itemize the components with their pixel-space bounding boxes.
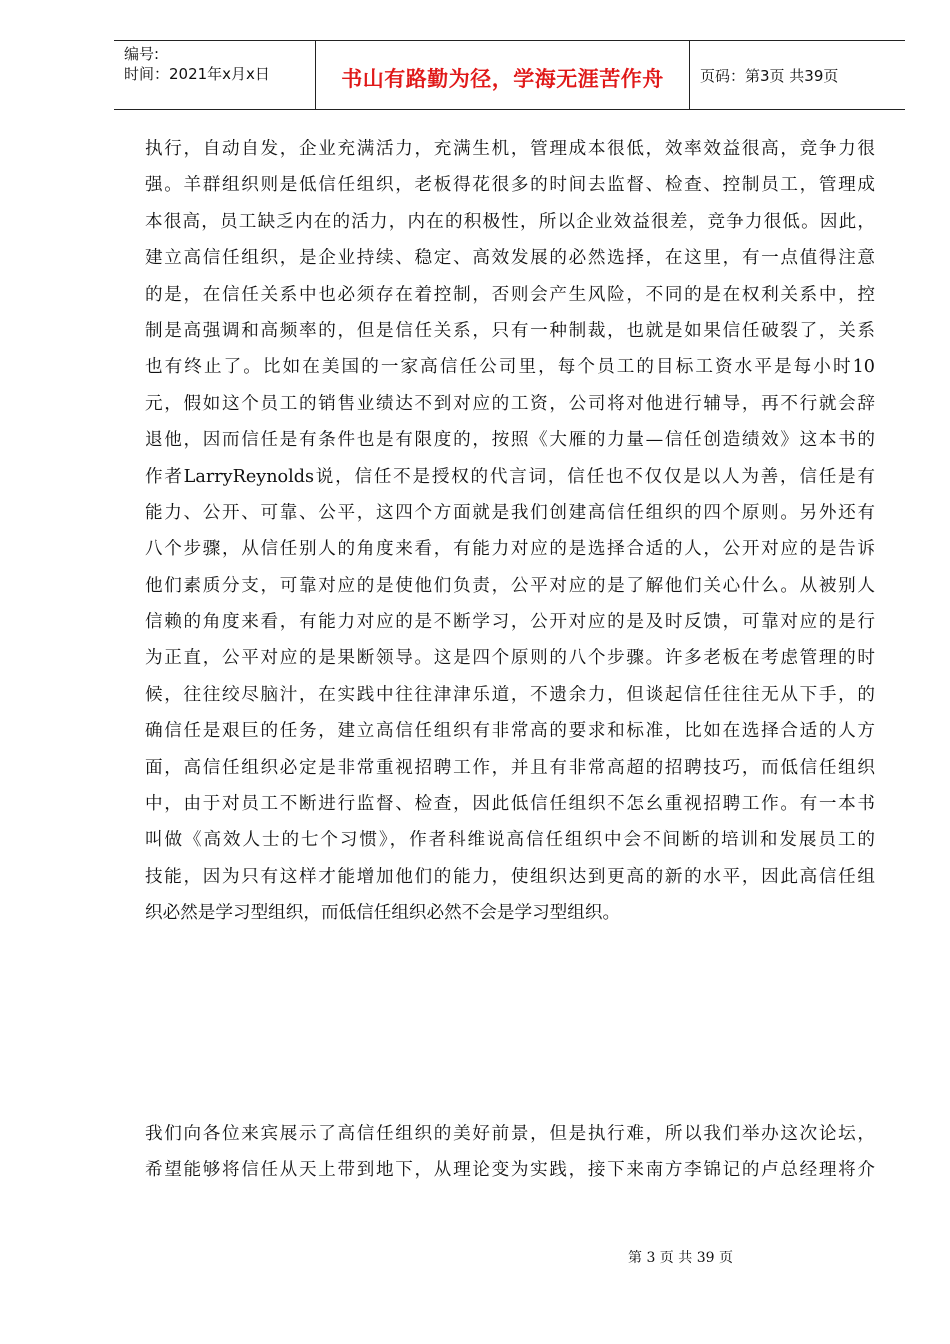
body-paragraph-1 bbox=[145, 131, 875, 932]
footer-page-number: 第 3 页 共 39 页 bbox=[628, 1250, 733, 1266]
header-motto-cell bbox=[316, 41, 690, 109]
header-motto: 书山有路勤为径，学海无涯苦作舟 bbox=[341, 67, 664, 91]
text-line: 作者LarryReynolds说，信任不是授权的代言词，信任也不仅仅是以人为善，信任是有 bbox=[145, 466, 875, 487]
text-line: 希望能够将信任从天上带到地下，从理论变为实践，接下来南方李锦记的卢总经理将介 bbox=[145, 1160, 875, 1181]
text-line: 织必然是学习型组织，而低信任组织必然不会是学习型组织。 bbox=[145, 903, 621, 924]
header-page-number: 页码：第3页 共39页 bbox=[700, 67, 839, 85]
text-line: 叫做《高效人士的七个习惯》，作者科维说高信任组织中会不间断的培训和发展员工的 bbox=[145, 830, 875, 851]
text-line: 退他，因而信任是有条件也是有限度的，按照《大雁的力量—信任创造绩效》这本书的 bbox=[145, 430, 875, 451]
text-line: 技能，因为只有这样才能增加他们的能力，使组织达到更高的新的水平，因此高信任组 bbox=[145, 866, 875, 887]
text-line: 建立高信任组织，是企业持续、稳定、高效发展的必然选择，在这里，有一点值得注意 bbox=[145, 248, 875, 269]
text-line: 执行，自动自发，企业充满活力，充满生机，管理成本很低，效率效益很高，竞争力很 bbox=[145, 139, 875, 159]
text-line: 面，高信任组织必定是非常重视招聘工作，并且有非常高超的招聘技巧，而低信任组织 bbox=[145, 757, 875, 778]
doc-time-label: 时间：2021年x月x日 bbox=[124, 65, 270, 83]
text-line: 信赖的角度来看，有能力对应的是不断学习，公开对应的是及时反馈，可靠对应的是行 bbox=[145, 612, 875, 633]
text-line: 确信任是艰巨的任务，建立高信任组织有非常高的要求和标准，比如在选择合适的人方 bbox=[145, 721, 875, 742]
text-line: 元，假如这个员工的销售业绩达不到对应的工资，公司将对他进行辅导，再不行就会辞 bbox=[145, 393, 875, 414]
text-line: 我们向各位来宾展示了高信任组织的美好前景，但是执行难，所以我们举办这次论坛， bbox=[145, 1124, 875, 1144]
text-line: 也有终止了。比如在美国的一家高信任公司里，每个员工的目标工资水平是每小时10 bbox=[145, 357, 875, 378]
text-line: 为正直，公平对应的是果断领导。这是四个原则的八个步骤。许多老板在考虑管理的时 bbox=[145, 648, 875, 669]
header-meta-cell bbox=[114, 41, 316, 109]
text-line: 本很高，员工缺乏内在的活力，内在的积极性，所以企业效益很差，竞争力很低。因此， bbox=[145, 211, 875, 232]
text-line: 他们素质分支，可靠对应的是使他们负责，公平对应的是了解他们关心什么。从被别人 bbox=[145, 575, 875, 596]
text-line: 八个步骤，从信任别人的角度来看，有能力对应的是选择合适的人，公开对应的是告诉 bbox=[145, 539, 875, 560]
text-line: 制是高强调和高频率的，但是信任关系，只有一种制裁，也就是如果信任破裂了，关系 bbox=[145, 320, 875, 341]
text-line: 候，往往绞尽脑汁，在实践中往往津津乐道，不遗余力，但谈起信任往往无从下手，的 bbox=[145, 684, 875, 705]
header-page-cell bbox=[690, 41, 905, 109]
text-line: 强。羊群组织则是低信任组织，老板得花很多的时间去监督、检查、控制员工，管理成 bbox=[145, 175, 875, 196]
text-line: 的是，在信任关系中也必须存在着控制，否则会产生风险，不同的是在权利关系中，控 bbox=[145, 284, 875, 305]
text-line: 能力、公开、可靠、公平，这四个方面就是我们创建高信任组织的四个原则。另外还有 bbox=[145, 502, 875, 523]
text-line: 中，由于对员工不断进行监督、检查，因此低信任组织不怎幺重视招聘工作。有一本书 bbox=[145, 794, 875, 815]
document-header bbox=[114, 40, 905, 110]
body-paragraph-2 bbox=[145, 1116, 875, 1189]
doc-number-label: 编号: bbox=[124, 45, 160, 63]
